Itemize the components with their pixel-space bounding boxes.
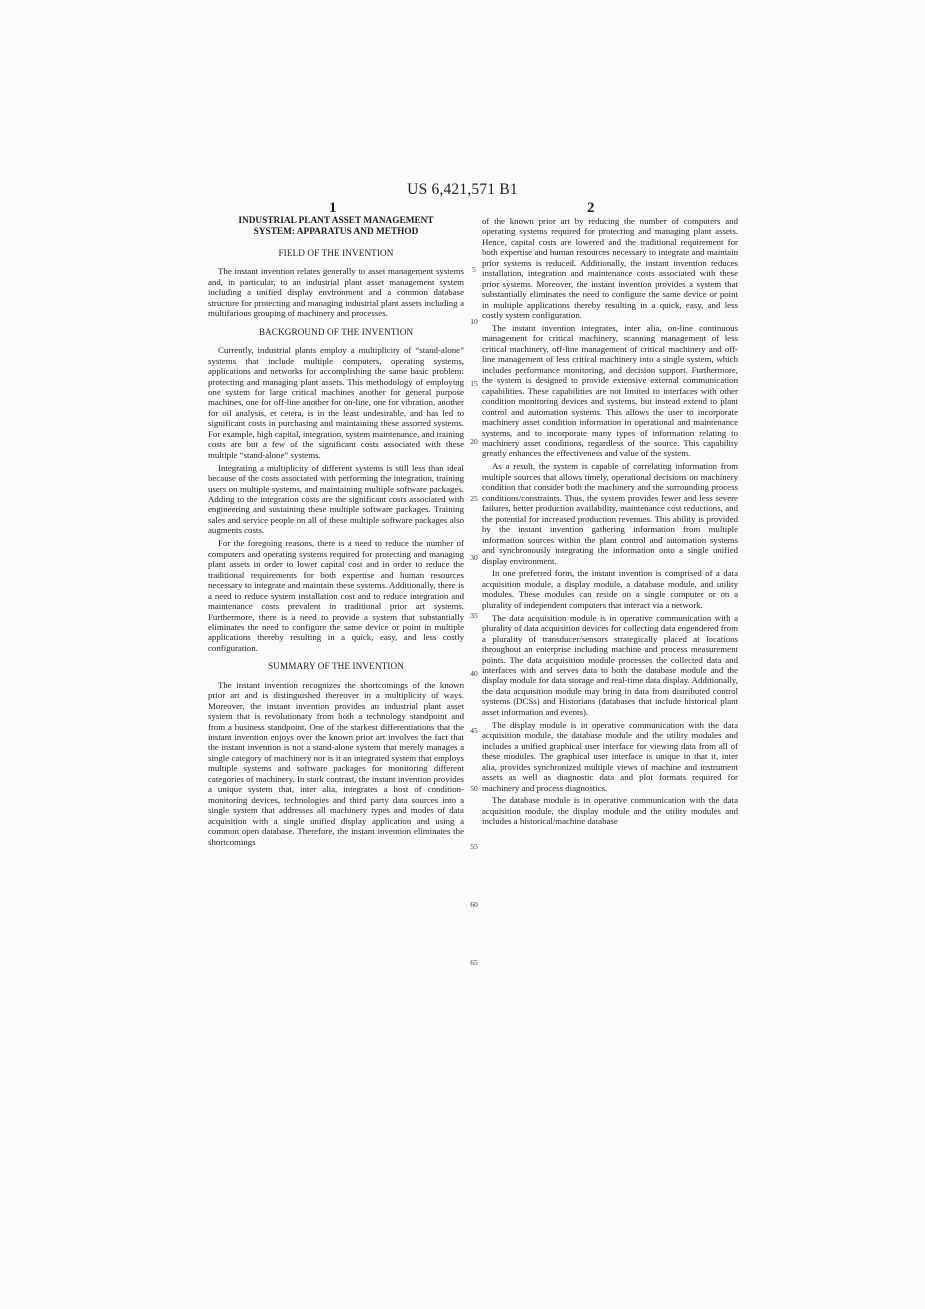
column-number-left: 1 <box>329 200 337 216</box>
right-paragraph-6: The display module is in operative communication with the data acquisition module, the database module and the utility modules and includes a unified graphical user interface for viewing data from all of these modules. The graphical user interface is unique in that it, inter alia, provides synchronized multiple views of machine and instrument assets as well as diagnostic data and plot formats required for machinery and process diagnostics. <box>482 719 738 793</box>
line-number: 35 <box>470 611 478 620</box>
background-paragraph-1: Currently, industrial plants employ a multiplicity of “stand-alone” systems that include multiple computers, operating systems, applications and networks for accomplishing the same basic problem: protecting and managing plant assets. This methodology of employing one system for large critical machines another for general purpose machines, one for off-line another for on-line, one for vibration, another for oil analysis, et cetera, is in the least undesirable, and has led to significant costs in purchasing and maintaining these assorted systems. For example, high capital, integration, system maintenance, and training costs are but a few of the significant costs associated with these multiple “stand-alone” systems. <box>208 345 464 460</box>
line-number: 55 <box>470 842 478 851</box>
summary-paragraph-1: The instant invention recognizes the shortcomings of the known prior art and is distinguished thereover in a multiplicity of ways. Moreover, the instant invention provides an industrial plant asset system that is revolutionary from both a technology standpoint and from a business standpoint. One of the starkest differentiations that the instant invention enjoys over the known prior art involves the fact that the instant invention is not a stand-alone system that merely manages a single category of machinery nor is it an integrated system that employs multiple systems and software packages for monitoring different categories of machinery. In stark contrast, the instant invention provides a unique system that, inter alia, integrates a host of condition-monitoring devices, technologies and third party data sources into a single system that addresses all machinery types and modes of data acquisition with a single unified display application and using a common open database. Therefore, the instant invention eliminates the shortcomings <box>208 679 464 847</box>
column-number-right: 2 <box>587 200 595 216</box>
line-number: 30 <box>470 553 478 562</box>
right-paragraph-2: The instant invention integrates, inter alia, on-line continuous management for critical machinery, scanning management of less critical machinery, off-line management of critical machinery and off-line management of less critical machinery into a single system, which includes performance monitoring, and decision support. Furthermore, the system is designed to provide extensive external communication capabilities. These capabilities are not limited to interfaces with other condition monitoring devices and systems, but instead extend to plant control and automation systems. This allows the user to incorporate machinery asset condition information in operational and maintenance systems, and to incorporate many types of information relating to machinery asset conditions, regardless of the source. This capability greatly enhances the effectiveness and value of the system. <box>482 323 738 459</box>
line-number: 20 <box>470 437 478 446</box>
line-number: 15 <box>470 379 478 388</box>
title-line-2: SYSTEM: APPARATUS AND METHOD <box>253 227 419 237</box>
patent-number: US 6,421,571 B1 <box>407 181 518 198</box>
right-paragraph-5: The data acquisition module is in operative communication with a plurality of data acquisition devices for collecting data engendered from a plurality of transducer/sensors strategically placed at locations throughout an enterprise including machine and process measurement points. The data acquisition module processes the collected data and interfaces with and serves data to both the database module and the display module for data storage and real-time data display. Additionally, the data acquisition module may bring in data from distributed control systems (DCSs) and Historians (databases that include historical plant asset information and events). <box>482 612 738 717</box>
line-number: 5 <box>472 265 476 274</box>
summary-heading: SUMMARY OF THE INVENTION <box>268 661 404 672</box>
document-title <box>208 216 464 238</box>
right-column <box>482 216 738 827</box>
right-paragraph-7: The database module is in operative communication with the data acquisition module, the display module and the utility modules and includes a historical/machine database <box>482 795 738 827</box>
left-column <box>208 216 464 847</box>
line-number: 65 <box>470 958 478 967</box>
line-number: 40 <box>470 669 478 678</box>
background-paragraph-3: For the foregoing reasons, there is a need to reduce the number of computers and operating systems required for protecting and managing plant assets in order to lower capital cost and in order to reduce the traditional requirements for both expertise and human resources necessary to integrate and maintain these systems. Additionally, there is a need to reduce system installation cost and to reduce integration and maintenance costs prevalent in traditional prior art systems. Furthermore, there is a need to provide a system that substantially eliminates the need to configure the same device or point in multiple applications thereby resulting in a quick, easy, and less costly configuration. <box>208 538 464 653</box>
line-number: 60 <box>470 900 478 909</box>
right-paragraph-4: In one preferred form, the instant invention is comprised of a data acquisition module, a display module, a database module, and utility modules. These modules can reside on a single computer or on a plurality of independent computers that interact via a network. <box>482 568 738 610</box>
title-line-1: INDUSTRIAL PLANT ASSET MANAGEMENT <box>238 216 434 226</box>
background-heading: BACKGROUND OF THE INVENTION <box>258 326 414 337</box>
field-heading: FIELD OF THE INVENTION <box>278 248 394 258</box>
line-number: 50 <box>470 784 478 793</box>
line-number: 10 <box>470 317 478 326</box>
background-paragraph-2: Integrating a multiplicity of different systems is still less than ideal because of the costs associated with performing the integration, training users on multiple systems, and maintaining multiple software packages. Adding to the integration costs are the significant costs associated with engineering and sustaining these multiple software packages. Training sales and service people on all of these multiple software packages also augments costs. <box>208 462 464 536</box>
line-number: 25 <box>470 494 478 503</box>
line-number: 45 <box>470 726 478 735</box>
field-paragraph: The instant invention relates generally to asset management systems and, in particular, to an industrial plant asset management system including a unified display environment and a common database structure for protecting and managing industrial plant assets including a multifarious grouping of machinery and processes. <box>208 266 464 319</box>
right-paragraph-1: of the known prior art by reducing the number of computers and operating systems required for protecting and managing plant assets. Hence, capital costs are lowered and the traditional requirement for both expertise and human resources necessary to integrate and maintain prior systems is reduced. Additionally, the instant invention reduces installation, integration and maintenance costs associated with these prior systems. Moreover, the instant invention provides a system that substantially eliminates the need to configure the same device or point in multiple applications thereby resulting in a quick, easy, and less costly system configuration. <box>482 216 738 321</box>
right-paragraph-3: As a result, the system is capable of correlating information from multiple sources that allows timely, operational decisions on machinery condition that consider both the machinery and the surrounding process conditions/constraints. Thus, the system provides fewer and less severe failures, better production availability, maintenance cost reductions, and the potential for increased production revenues. This ability is provided by the instant invention gathering information from multiple information sources within the plant control and automation systems and synchronously integrating the information onto a single unified display environment. <box>482 461 738 566</box>
